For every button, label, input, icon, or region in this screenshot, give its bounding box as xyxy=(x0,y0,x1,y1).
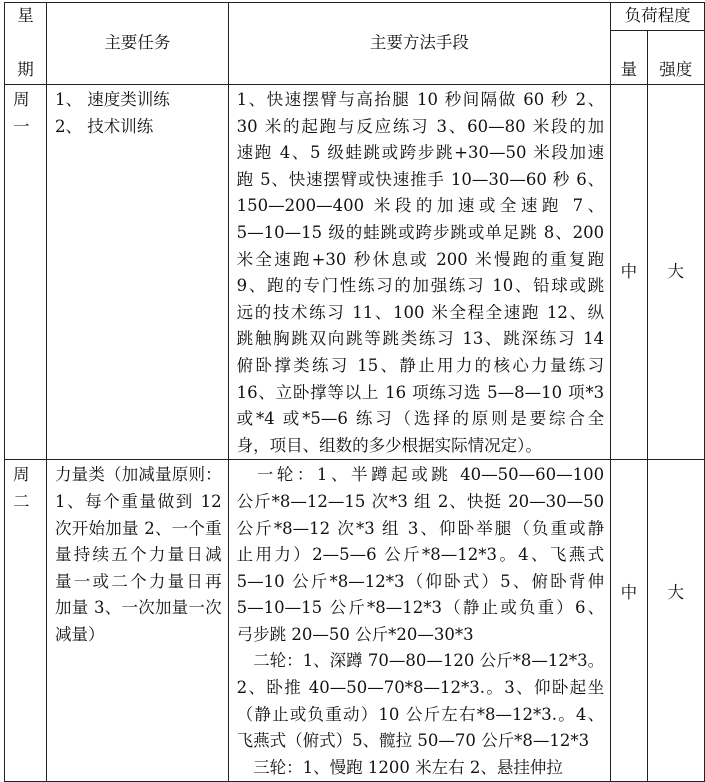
day-text: 周 xyxy=(13,465,30,485)
method-line: 弓步跳 20—50 公斤*20—30*3 xyxy=(236,624,474,644)
method-line: 三轮：1、慢跑 1200 米左右 2、悬挂伸拉 xyxy=(236,757,563,777)
task-line: 加量 3、一次加量一次 xyxy=(55,598,222,618)
intensity-cell: 大 xyxy=(647,85,704,460)
training-plan-table xyxy=(4,2,705,782)
table-row xyxy=(5,85,705,460)
intensity-cell: 大 xyxy=(647,460,704,782)
method-line: 飞燕式（俯式）5、髋拉 50—70 公斤*8—12*3 xyxy=(236,731,590,751)
method-line: 跳触胸跳双向跳等跳类练习 13、跳深练习 14 xyxy=(236,329,605,349)
table-row xyxy=(5,460,705,782)
day-cell xyxy=(5,460,47,782)
method-line: 米全速跑+30 秒休息或 200 米慢跑的重复跑 xyxy=(236,249,605,269)
method-line: 150—200—400 米段的加速或全速跑 7、 xyxy=(236,196,605,216)
method-line: 公斤*8—12—15 次*3 组 2、快挺 20—30—50 xyxy=(236,491,605,511)
method-line: 俯卧撑类练习 15、静止用力的核心力量练习 xyxy=(236,355,605,375)
task-cell xyxy=(47,460,229,782)
task-line: 2、 技术训练 xyxy=(55,116,154,136)
method-line: 或*4 或*5—6 练习（选择的原则是要综合全 xyxy=(236,409,605,429)
method-line: 1、快速摆臂与高抬腿 10 秒间隔做 60 秒 2、 xyxy=(236,90,605,109)
method-line: 跑 5、快速摆臂或快速推手 10—30—60 秒 6、 xyxy=(236,169,605,189)
header-volume: 量 xyxy=(611,31,647,85)
method-line: 公斤*8—12 次*3 组 3、仰卧举腿（负重或静 xyxy=(236,518,605,538)
method-line: 止用力）2—5—6 公斤*8—12*3。4、飞燕式 xyxy=(236,545,605,565)
task-line: 量一或二个力量日再 xyxy=(55,571,222,591)
task-line: 减量） xyxy=(55,624,105,644)
day-text: 二 xyxy=(13,491,30,511)
task-line: 力量类（加减量原则： xyxy=(55,465,222,485)
header-intensity: 强度 xyxy=(647,31,704,85)
method-line: （静止或负重动）10 公斤左右*8—12*3.。4、 xyxy=(236,704,605,724)
method-line: 2、卧推 40—50—70*8—12*3.。3、仰卧起坐 xyxy=(236,678,605,698)
method-line: 一轮：1、半蹲起或跳 40—50—60—100 xyxy=(236,465,605,485)
day-text: 周 xyxy=(13,90,30,109)
method-line: 远的技术练习 11、100 米全程全速跑 12、纵 xyxy=(236,302,605,322)
task-line: 1、 速度类训练 xyxy=(55,90,170,109)
method-line: 9、跑的专门性练习的加强练习 10、铅球或跳 xyxy=(236,276,605,296)
day-text: 一 xyxy=(13,116,30,136)
method-line: 30 米的起跑与反应练习 3、60—80 米段的加 xyxy=(236,116,605,136)
header-day-1: 星 xyxy=(17,6,34,25)
volume-cell: 中 xyxy=(611,85,647,460)
header-task: 主要任务 xyxy=(47,3,229,85)
method-line: 5—10 公斤*8—12*3（仰卧式）5、俯卧背伸 xyxy=(236,571,605,591)
header-day-2: 期 xyxy=(17,59,34,79)
method-line: 身，项目、组数的多少根据实际情况定）。 xyxy=(236,435,542,455)
task-cell xyxy=(47,85,229,460)
day-cell xyxy=(5,85,47,460)
task-line: 量持续五个力量日减 xyxy=(55,545,222,565)
method-line: 5—10—15 级的蛙跳或跨步跳或单足跳 8、200 xyxy=(236,222,605,242)
method-cell xyxy=(228,85,610,460)
header-load: 负荷程度 xyxy=(611,3,705,31)
task-line: 1、每个重量做到 12 xyxy=(55,491,222,511)
method-line: 5—10—15 公斤*8—12*3（静止或负重）6、 xyxy=(236,598,605,618)
method-cell xyxy=(228,460,610,782)
method-line: 16、立卧撑等以上 16 项练习选 5—8—10 项*3 xyxy=(236,382,605,402)
method-line: 二轮：1、深蹲 70—80—120 公斤*8—12*3。 xyxy=(236,651,605,671)
header-day xyxy=(5,3,47,85)
task-line: 次开始加量 2、一个重 xyxy=(55,518,222,538)
method-line: 速跑 4、5 级蛙跳或跨步跳+30—50 米段加速 xyxy=(236,143,605,163)
header-method: 主要方法手段 xyxy=(228,3,610,85)
volume-cell: 中 xyxy=(611,460,647,782)
